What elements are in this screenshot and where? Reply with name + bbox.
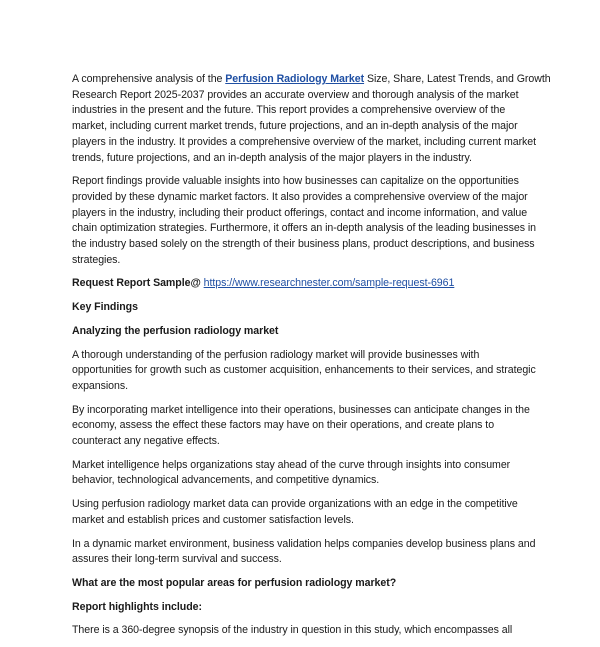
market-intelligence-paragraph — [72, 458, 542, 489]
sample-request-link[interactable]: https://www.researchnester.com/sample-request-6961 — [203, 277, 455, 290]
paragraph-line: expansions. — [72, 379, 128, 392]
paragraph-line: economy, assess the effect these factors may have on their operations, and create plans to — [72, 419, 495, 432]
heading-key-findings: Key Findings — [72, 301, 138, 314]
paragraph-line: A thorough understanding of the perfusion radiology market will provide businesses with — [72, 348, 480, 361]
document-body — [72, 72, 551, 647]
request-sample-label: Request Report Sample@ — [72, 277, 204, 290]
findings-line: chain optimization strategies. Furthermore, it offers an in-depth analysis of the leading businesses in — [72, 222, 536, 235]
request-sample-paragraph — [72, 276, 542, 292]
intro-line: trends, future projections, and an in-depth analysis of the major players in the industry. — [72, 151, 472, 164]
paragraph-line: opportunities for growth such as customer acquisition, enhancements to their services, and strategic — [72, 364, 536, 377]
intro-line: industries in the present and the future. This report provides a comprehensive overview of the — [72, 104, 506, 117]
perfusion-radiology-market-link[interactable]: Perfusion Radiology Market — [225, 73, 365, 85]
paragraph-line: Market intelligence helps organizations stay ahead of the curve through insights into consumer — [72, 458, 511, 471]
paragraph-line: There is a 360-degree synopsis of the industry in question in this study, which encompasses all — [72, 624, 513, 637]
paragraph-line: Using perfusion radiology market data can provide organizations with an edge in the competitive — [72, 498, 518, 511]
paragraph-line: counteract any negative effects. — [72, 435, 220, 448]
intro-line: market, including current market trends, future projections, and an in-depth analysis of the major — [72, 120, 518, 133]
dynamic-environment-paragraph — [72, 537, 542, 568]
paragraph-line: assures their long-term survival and success. — [72, 553, 282, 566]
paragraph-line: market and establish prices and customer satisfaction levels. — [72, 513, 354, 526]
intro-line: Research Report 2025-2037 provides an accurate overview and thorough analysis of the market — [72, 88, 519, 101]
heading-report-highlights: Report highlights include: — [72, 600, 202, 613]
findings-line: provided by these dynamic market factors. It also provides a comprehensive overview of the major — [72, 190, 528, 203]
thorough-understanding-paragraph — [72, 348, 542, 395]
intro-paragraph — [72, 72, 551, 166]
synopsis-paragraph — [72, 623, 542, 639]
incorporating-intelligence-paragraph — [72, 403, 542, 450]
findings-paragraph — [72, 174, 542, 268]
findings-line: the industry based solely on the strength of their business plans, product descriptions, and business — [72, 238, 535, 251]
findings-line: players in the industry, including their product offerings, contact and income information, and value — [72, 206, 528, 219]
intro-line: players in the industry. It provides a comprehensive overview of the market, including current market — [72, 135, 537, 148]
paragraph-line: In a dynamic market environment, business validation helps companies develop business plans and — [72, 537, 536, 550]
heading-analyzing-market: Analyzing the perfusion radiology market — [72, 324, 279, 337]
paragraph-line: By incorporating market intelligence into their operations, businesses can anticipate changes in the — [72, 403, 530, 416]
findings-line: Report findings provide valuable insights into how businesses can capitalize on the opportunities — [72, 175, 519, 188]
paragraph-line: behavior, technological advancements, and competitive dynamics. — [72, 474, 380, 487]
intro-line-1: A comprehensive analysis of the Perfusion Radiology Market Size, Share, Latest Trends, and Growth — [72, 73, 551, 85]
findings-line: strategies. — [72, 253, 121, 266]
using-market-data-paragraph — [72, 497, 542, 528]
heading-popular-areas: What are the most popular areas for perfusion radiology market? — [72, 576, 397, 589]
